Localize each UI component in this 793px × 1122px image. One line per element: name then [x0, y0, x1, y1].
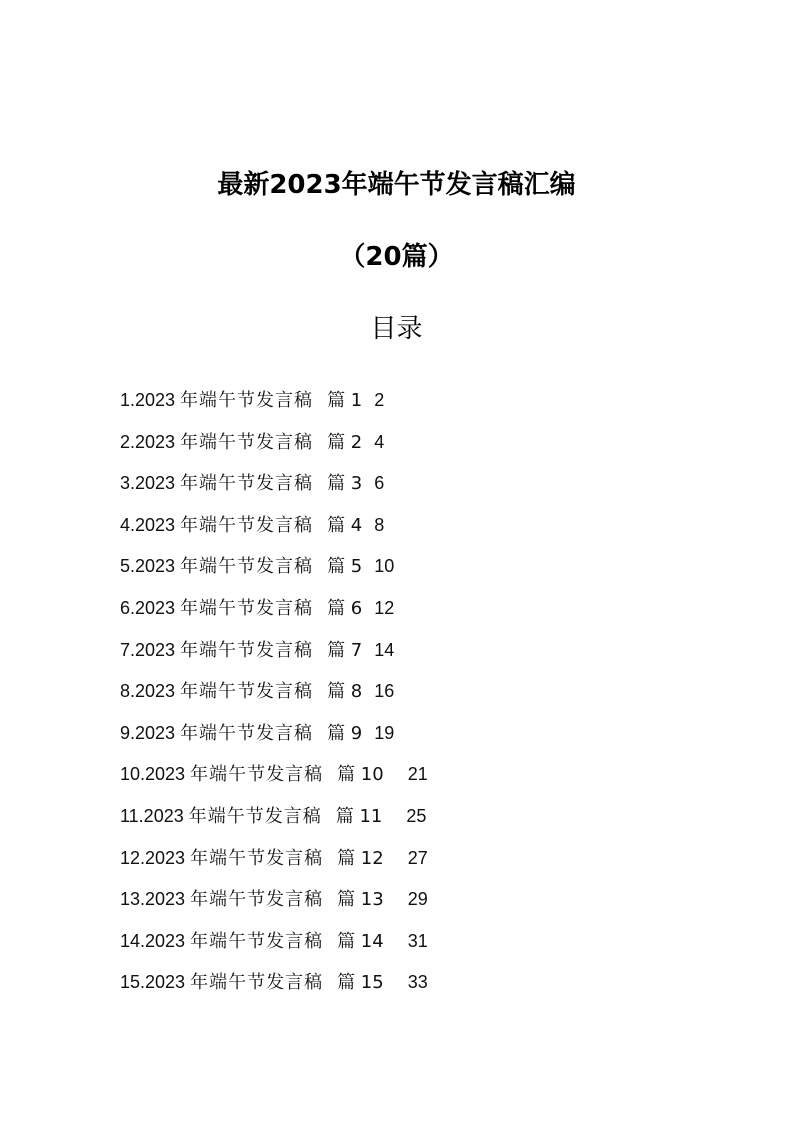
toc-entry-title: 年端午节发言稿 [180, 556, 314, 578]
toc-entry-number: 11.2023 [120, 805, 184, 826]
toc-entry-title: 年端午节发言稿 [180, 514, 314, 536]
toc-entry-page: 2 [374, 390, 385, 410]
toc-entry-title: 年端午节发言稿 [188, 805, 322, 827]
toc-entry-number: 7.2023 [120, 639, 176, 660]
toc-entry-title: 年端午节发言稿 [180, 639, 314, 661]
toc-entry[interactable] [120, 719, 680, 761]
toc-heading: 目录 [370, 314, 423, 344]
toc-entry[interactable] [120, 802, 680, 844]
toc-entry-number: 5.2023 [120, 556, 176, 577]
toc-entry[interactable] [120, 469, 680, 511]
toc-entry[interactable] [120, 885, 680, 927]
toc-entry-title: 年端午节发言稿 [180, 473, 314, 495]
toc-entry[interactable] [120, 844, 680, 886]
toc-entry-page: 10 [374, 556, 395, 577]
toc-entry[interactable] [120, 968, 680, 1010]
toc-entry-number: 9.2023 [120, 722, 176, 743]
toc-entry-title: 年端午节发言稿 [190, 764, 324, 786]
toc-entry[interactable] [120, 386, 680, 428]
toc-entry-label: 篇 10 [337, 764, 384, 786]
toc-entry-title: 年端午节发言稿 [180, 722, 314, 744]
toc-entry-label: 篇 5 [327, 556, 363, 578]
toc-entry-number: 1.2023 [120, 390, 176, 410]
toc-entry-label: 篇 14 [337, 930, 384, 952]
table-of-contents [120, 386, 680, 1010]
toc-entry-label: 篇 13 [337, 889, 384, 911]
toc-entry[interactable] [120, 677, 680, 719]
toc-entry-page: 33 [407, 972, 428, 993]
toc-entry[interactable] [120, 594, 680, 636]
document-title: 最新2023年端午节发言稿汇编 [217, 170, 576, 200]
toc-entry-title: 年端午节发言稿 [180, 681, 314, 703]
toc-entry-page: 8 [374, 514, 385, 535]
toc-entry[interactable] [120, 511, 680, 553]
toc-entry-page: 16 [374, 681, 395, 702]
toc-entry-page: 12 [374, 597, 395, 618]
toc-entry-label: 篇 9 [327, 722, 363, 744]
toc-entry-page: 4 [374, 431, 385, 452]
toc-entry-number: 14.2023 [120, 930, 186, 951]
toc-entry-label: 篇 3 [327, 473, 363, 495]
toc-entry-title: 年端午节发言稿 [190, 847, 324, 869]
toc-entry-label: 篇 4 [327, 514, 363, 536]
toc-entry-label: 篇 11 [335, 805, 383, 827]
toc-entry-number: 13.2023 [120, 889, 186, 910]
toc-entry-page: 31 [407, 930, 428, 951]
toc-entry-label: 篇 7 [327, 639, 363, 661]
toc-entry[interactable] [120, 428, 680, 470]
toc-entry-number: 4.2023 [120, 514, 176, 535]
toc-entry-title: 年端午节发言稿 [190, 930, 324, 952]
toc-entry-number: 2.2023 [120, 431, 176, 452]
toc-entry-label: 篇 6 [327, 597, 363, 619]
toc-entry-page: 27 [407, 847, 428, 868]
toc-entry-number: 6.2023 [120, 597, 176, 618]
toc-entry-title: 年端午节发言稿 [190, 972, 324, 994]
toc-entry-label: 篇 15 [337, 972, 384, 994]
toc-entry[interactable] [120, 760, 680, 802]
toc-entry-title: 年端午节发言稿 [180, 597, 314, 619]
document-subtitle: （20篇） [339, 242, 454, 272]
toc-entry-page: 19 [374, 722, 395, 743]
toc-entry-title: 年端午节发言稿 [190, 889, 324, 911]
toc-entry-title: 年端午节发言稿 [180, 390, 314, 411]
toc-entry-page: 25 [406, 805, 427, 826]
toc-entry-label: 篇 8 [327, 681, 363, 703]
toc-entry-page: 29 [407, 889, 428, 910]
toc-entry-label: 篇 12 [337, 847, 384, 869]
toc-entry-number: 15.2023 [120, 972, 186, 993]
toc-entry-number: 10.2023 [120, 764, 186, 785]
toc-entry-page: 21 [407, 764, 428, 785]
toc-entry[interactable] [120, 927, 680, 969]
toc-entry-title: 年端午节发言稿 [180, 431, 314, 453]
toc-entry-number: 3.2023 [120, 473, 176, 494]
toc-entry-label: 篇 1 [327, 390, 363, 411]
toc-entry-page: 14 [374, 639, 395, 660]
toc-entry-page: 6 [374, 473, 385, 494]
toc-entry-number: 12.2023 [120, 847, 186, 868]
toc-entry[interactable] [120, 552, 680, 594]
toc-entry-number: 8.2023 [120, 681, 176, 702]
toc-entry-label: 篇 2 [327, 431, 363, 453]
toc-entry[interactable] [120, 636, 680, 678]
